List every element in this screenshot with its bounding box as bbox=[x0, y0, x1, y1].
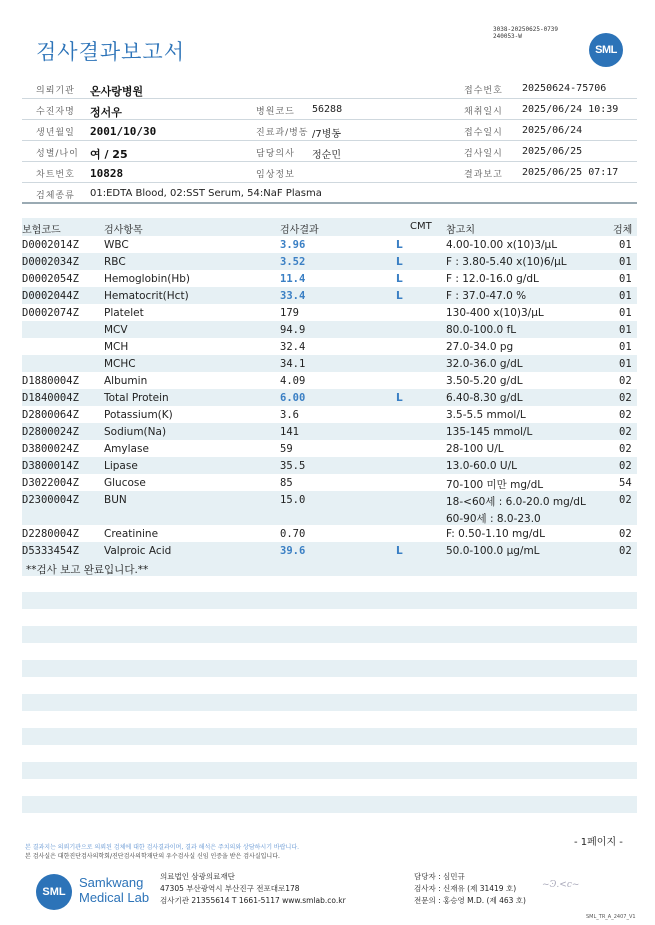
empty-row bbox=[22, 626, 637, 643]
row-reference: 3.5-5.5 mmol/L bbox=[446, 409, 526, 421]
row-reference: 70-100 미만 mg/dL bbox=[446, 479, 544, 491]
row-specimen: 02 bbox=[619, 494, 632, 506]
row-specimen: 01 bbox=[619, 256, 632, 268]
table-row bbox=[22, 423, 637, 440]
collected-label: 채취일시 bbox=[464, 107, 503, 117]
row-cmt: L bbox=[396, 273, 403, 285]
header-ref: 참고치 bbox=[446, 225, 475, 236]
table-row bbox=[22, 491, 637, 525]
signature: ~Ͽ.<c~ bbox=[542, 880, 580, 890]
row-specimen: 02 bbox=[619, 392, 632, 404]
row-reference: 13.0-60.0 U/L bbox=[446, 460, 517, 472]
row-specimen: 01 bbox=[619, 307, 632, 319]
clinical-label: 임상정보 bbox=[256, 170, 295, 180]
row-reference: 18-<60세 : 6.0-20.0 mg/dL bbox=[446, 496, 586, 508]
row-specimen: 01 bbox=[619, 239, 632, 251]
row-cmt: L bbox=[396, 545, 403, 557]
row-specimen: 02 bbox=[619, 528, 632, 540]
row-reference: 28-100 U/L bbox=[446, 443, 504, 455]
page-number: - 1페이지 - bbox=[574, 837, 623, 848]
row-reference: 32.0-36.0 g/dL bbox=[446, 358, 523, 370]
row-result: 3.96 bbox=[280, 239, 306, 251]
row-result: 179 bbox=[280, 307, 299, 319]
row-result: 11.4 bbox=[280, 273, 306, 285]
row-reference-2: 60-90세 : 8.0-23.0 bbox=[446, 513, 541, 525]
row-test-name: Platelet bbox=[104, 307, 144, 319]
row-specimen: 02 bbox=[619, 375, 632, 387]
header-cmt: CMT bbox=[410, 221, 432, 232]
complete-note-row bbox=[22, 559, 637, 576]
info-row-2 bbox=[22, 99, 637, 120]
table-row bbox=[22, 338, 637, 355]
table-row bbox=[22, 372, 637, 389]
row-test-name: Total Protein bbox=[104, 392, 169, 404]
row-test-name: Amylase bbox=[104, 443, 149, 455]
page-title: 검사결과보고서 bbox=[36, 40, 186, 64]
specimen-label: 검체종류 bbox=[36, 191, 75, 201]
staff-manager: 담당자 : 심민규 bbox=[414, 872, 465, 881]
table-row bbox=[22, 406, 637, 423]
document-code bbox=[493, 26, 558, 40]
notice-black: 본 검사실은 대한진단검사의학회/진단검사의학재단의 우수검사실 신임 인증을 받은 검사실입니다. bbox=[25, 853, 280, 860]
row-code: D0002044Z bbox=[22, 290, 79, 302]
results-header bbox=[22, 218, 637, 236]
row-code: D0002054Z bbox=[22, 273, 79, 285]
row-result: 85 bbox=[280, 477, 293, 489]
row-result: 15.0 bbox=[280, 494, 306, 506]
receipt-no-label: 접수번호 bbox=[464, 86, 503, 96]
dob-label: 생년월일 bbox=[36, 128, 75, 138]
row-test-name: Albumin bbox=[104, 375, 148, 387]
row-result: 0.70 bbox=[280, 528, 306, 540]
sex-age-label: 성별/나이 bbox=[36, 149, 79, 159]
tested-value: 2025/06/25 bbox=[522, 146, 583, 157]
brand-line2: Medical Lab bbox=[79, 890, 150, 905]
hospital-code-value: 56288 bbox=[312, 104, 343, 115]
row-code: D5333454Z bbox=[22, 545, 79, 557]
row-result: 39.6 bbox=[280, 545, 306, 557]
row-result: 33.4 bbox=[280, 290, 306, 302]
row-specimen: 02 bbox=[619, 443, 632, 455]
row-result: 32.4 bbox=[280, 341, 306, 353]
row-test-name: MCV bbox=[104, 324, 128, 336]
table-row bbox=[22, 355, 637, 372]
table-row bbox=[22, 270, 637, 287]
table-row bbox=[22, 304, 637, 321]
row-specimen: 01 bbox=[619, 341, 632, 353]
brand-line1: Samkwang bbox=[79, 875, 144, 890]
sex-age-value: 여 / 25 bbox=[90, 148, 128, 161]
table-row bbox=[22, 253, 637, 270]
staff-tester: 검사자 : 신재유 (제 31419 호) bbox=[414, 884, 517, 893]
footer-staff bbox=[414, 871, 526, 907]
row-result: 3.6 bbox=[280, 409, 299, 421]
receipt-no-value: 20250624-75706 bbox=[522, 83, 607, 94]
row-code: D2800064Z bbox=[22, 409, 79, 421]
row-code: D0002014Z bbox=[22, 239, 79, 251]
table-row bbox=[22, 457, 637, 474]
patient-value: 정서우 bbox=[90, 106, 122, 119]
row-specimen: 01 bbox=[619, 324, 632, 336]
row-test-name: Hemoglobin(Hb) bbox=[104, 273, 191, 285]
table-row bbox=[22, 525, 637, 542]
header-result: 검사결과 bbox=[280, 225, 319, 236]
specimen-value: 01:EDTA Blood, 02:SST Serum, 54:NaF Plasma bbox=[90, 188, 322, 199]
row-test-name: MCHC bbox=[104, 358, 136, 370]
sml-logo: SML bbox=[589, 33, 623, 67]
row-test-name: Hematocrit(Hct) bbox=[104, 290, 189, 302]
row-result: 35.5 bbox=[280, 460, 306, 472]
dept-value: /7병동 bbox=[312, 129, 342, 140]
table-row bbox=[22, 321, 637, 338]
table-row bbox=[22, 440, 637, 457]
row-code: D3022004Z bbox=[22, 477, 79, 489]
org-address: 47305 부산광역시 부산진구 전포대로178 bbox=[160, 884, 300, 893]
row-test-name: MCH bbox=[104, 341, 129, 353]
row-reference: F : 12.0-16.0 g/dL bbox=[446, 273, 539, 285]
row-reference: F: 0.50-1.10 mg/dL bbox=[446, 528, 545, 540]
row-specimen: 02 bbox=[619, 409, 632, 421]
row-test-name: WBC bbox=[104, 239, 129, 251]
tested-label: 검사일시 bbox=[464, 149, 503, 159]
row-result: 6.00 bbox=[280, 392, 306, 404]
info-row-6 bbox=[22, 183, 637, 204]
row-test-name: Creatinine bbox=[104, 528, 159, 540]
row-specimen: 01 bbox=[619, 273, 632, 285]
row-reference: 27.0-34.0 pg bbox=[446, 341, 514, 353]
table-row bbox=[22, 287, 637, 304]
row-cmt: L bbox=[396, 239, 403, 251]
institution-value: 온사랑병원 bbox=[90, 85, 144, 98]
org-name: 의료법인 삼광의료재단 bbox=[160, 872, 235, 881]
reported-label: 결과보고 bbox=[464, 170, 503, 180]
dob-value: 2001/10/30 bbox=[90, 125, 157, 138]
received-label: 접수일시 bbox=[464, 128, 503, 138]
row-test-name: Lipase bbox=[104, 460, 138, 472]
row-reference: 50.0-100.0 μg/mL bbox=[446, 545, 540, 557]
row-specimen: 02 bbox=[619, 426, 632, 438]
collected-value: 2025/06/24 10:39 bbox=[522, 104, 619, 115]
results-rows bbox=[22, 236, 637, 559]
row-reference: 3.50-5.20 g/dL bbox=[446, 375, 523, 387]
row-reference: 135-145 mmol/L bbox=[446, 426, 533, 438]
empty-rows bbox=[22, 592, 637, 830]
row-reference: 130-400 x(10)3/μL bbox=[446, 307, 544, 319]
document-code-line1: 3038-20250625-0739 bbox=[493, 26, 559, 33]
table-row bbox=[22, 474, 637, 491]
row-test-name: BUN bbox=[104, 494, 127, 506]
header-specimen: 검체 bbox=[613, 225, 633, 236]
form-code: SML_TR_A_2407_V1 bbox=[586, 914, 636, 920]
row-cmt: L bbox=[396, 392, 403, 404]
empty-row bbox=[22, 762, 637, 779]
info-row-1 bbox=[22, 78, 637, 99]
patient-info bbox=[22, 78, 637, 204]
row-result: 59 bbox=[280, 443, 293, 455]
row-specimen: 54 bbox=[619, 477, 632, 489]
info-row-5 bbox=[22, 162, 637, 183]
empty-row bbox=[22, 592, 637, 609]
row-test-name: Glucose bbox=[104, 477, 146, 489]
row-test-name: RBC bbox=[104, 256, 126, 268]
row-specimen: 02 bbox=[619, 460, 632, 472]
chart-value: 10828 bbox=[90, 167, 124, 180]
row-specimen: 01 bbox=[619, 358, 632, 370]
header-code: 보험코드 bbox=[22, 225, 61, 236]
notice-blue: 본 결과지는 의뢰기관으로 의뢰된 검체에 대한 검사결과이며, 결과 해석은 주치의와 상담하시기 바랍니다. bbox=[25, 844, 300, 851]
row-result: 141 bbox=[280, 426, 299, 438]
row-cmt: L bbox=[396, 290, 403, 302]
row-code: D3800014Z bbox=[22, 460, 79, 472]
footer-org-info bbox=[160, 871, 346, 907]
row-specimen: 01 bbox=[619, 290, 632, 302]
table-row bbox=[22, 389, 637, 406]
table-row bbox=[22, 236, 637, 253]
row-reference: 6.40-8.30 g/dL bbox=[446, 392, 523, 404]
row-code: D1840004Z bbox=[22, 392, 79, 404]
row-test-name: Valproic Acid bbox=[104, 545, 172, 557]
row-code: D2300004Z bbox=[22, 494, 79, 506]
row-specimen: 02 bbox=[619, 545, 632, 557]
staff-specialist: 전문의 : 홍승영 M.D. (제 463 호) bbox=[414, 896, 526, 905]
reported-value: 2025/06/25 07:17 bbox=[522, 167, 619, 178]
chart-label: 차트번호 bbox=[36, 170, 75, 180]
row-reference: F : 37.0-47.0 % bbox=[446, 290, 527, 302]
row-reference: 80.0-100.0 fL bbox=[446, 324, 517, 336]
row-code: D0002074Z bbox=[22, 307, 79, 319]
row-reference: 4.00-10.00 x(10)3/μL bbox=[446, 239, 558, 251]
table-row bbox=[22, 542, 637, 559]
empty-row bbox=[22, 796, 637, 813]
document-code-line2: 240053-W bbox=[493, 33, 522, 40]
footer-sml-logo: SML bbox=[36, 874, 72, 910]
info-row-3 bbox=[22, 120, 637, 141]
row-result: 4.09 bbox=[280, 375, 306, 387]
row-cmt: L bbox=[396, 256, 403, 268]
row-result: 3.52 bbox=[280, 256, 306, 268]
footer-brand bbox=[79, 875, 149, 905]
row-code: D1880004Z bbox=[22, 375, 79, 387]
results-table bbox=[22, 218, 637, 576]
row-code: D3800024Z bbox=[22, 443, 79, 455]
row-code: D2280004Z bbox=[22, 528, 79, 540]
row-code: D0002034Z bbox=[22, 256, 79, 268]
doctor-label: 담당의사 bbox=[256, 149, 295, 159]
doctor-value: 정순민 bbox=[312, 150, 341, 161]
row-test-name: Potassium(K) bbox=[104, 409, 173, 421]
institution-label: 의뢰기관 bbox=[36, 86, 75, 96]
row-reference: F : 3.80-5.40 x(10)6/μL bbox=[446, 256, 567, 268]
received-value: 2025/06/24 bbox=[522, 125, 583, 136]
patient-label: 수진자명 bbox=[36, 107, 75, 117]
empty-row bbox=[22, 660, 637, 677]
empty-row bbox=[22, 694, 637, 711]
dept-label: 진료과/병동 bbox=[256, 128, 309, 138]
info-row-4 bbox=[22, 141, 637, 162]
row-result: 94.9 bbox=[280, 324, 306, 336]
row-test-name: Sodium(Na) bbox=[104, 426, 167, 438]
empty-row bbox=[22, 728, 637, 745]
row-code: D2800024Z bbox=[22, 426, 79, 438]
complete-note: **검사 보고 완료입니다.** bbox=[26, 564, 149, 576]
row-result: 34.1 bbox=[280, 358, 306, 370]
org-contact: 검사기관 21355614 T 1661-5117 www.smlab.co.kr bbox=[160, 896, 346, 905]
hospital-code-label: 병원코드 bbox=[256, 107, 295, 117]
header-name: 검사항목 bbox=[104, 225, 143, 236]
